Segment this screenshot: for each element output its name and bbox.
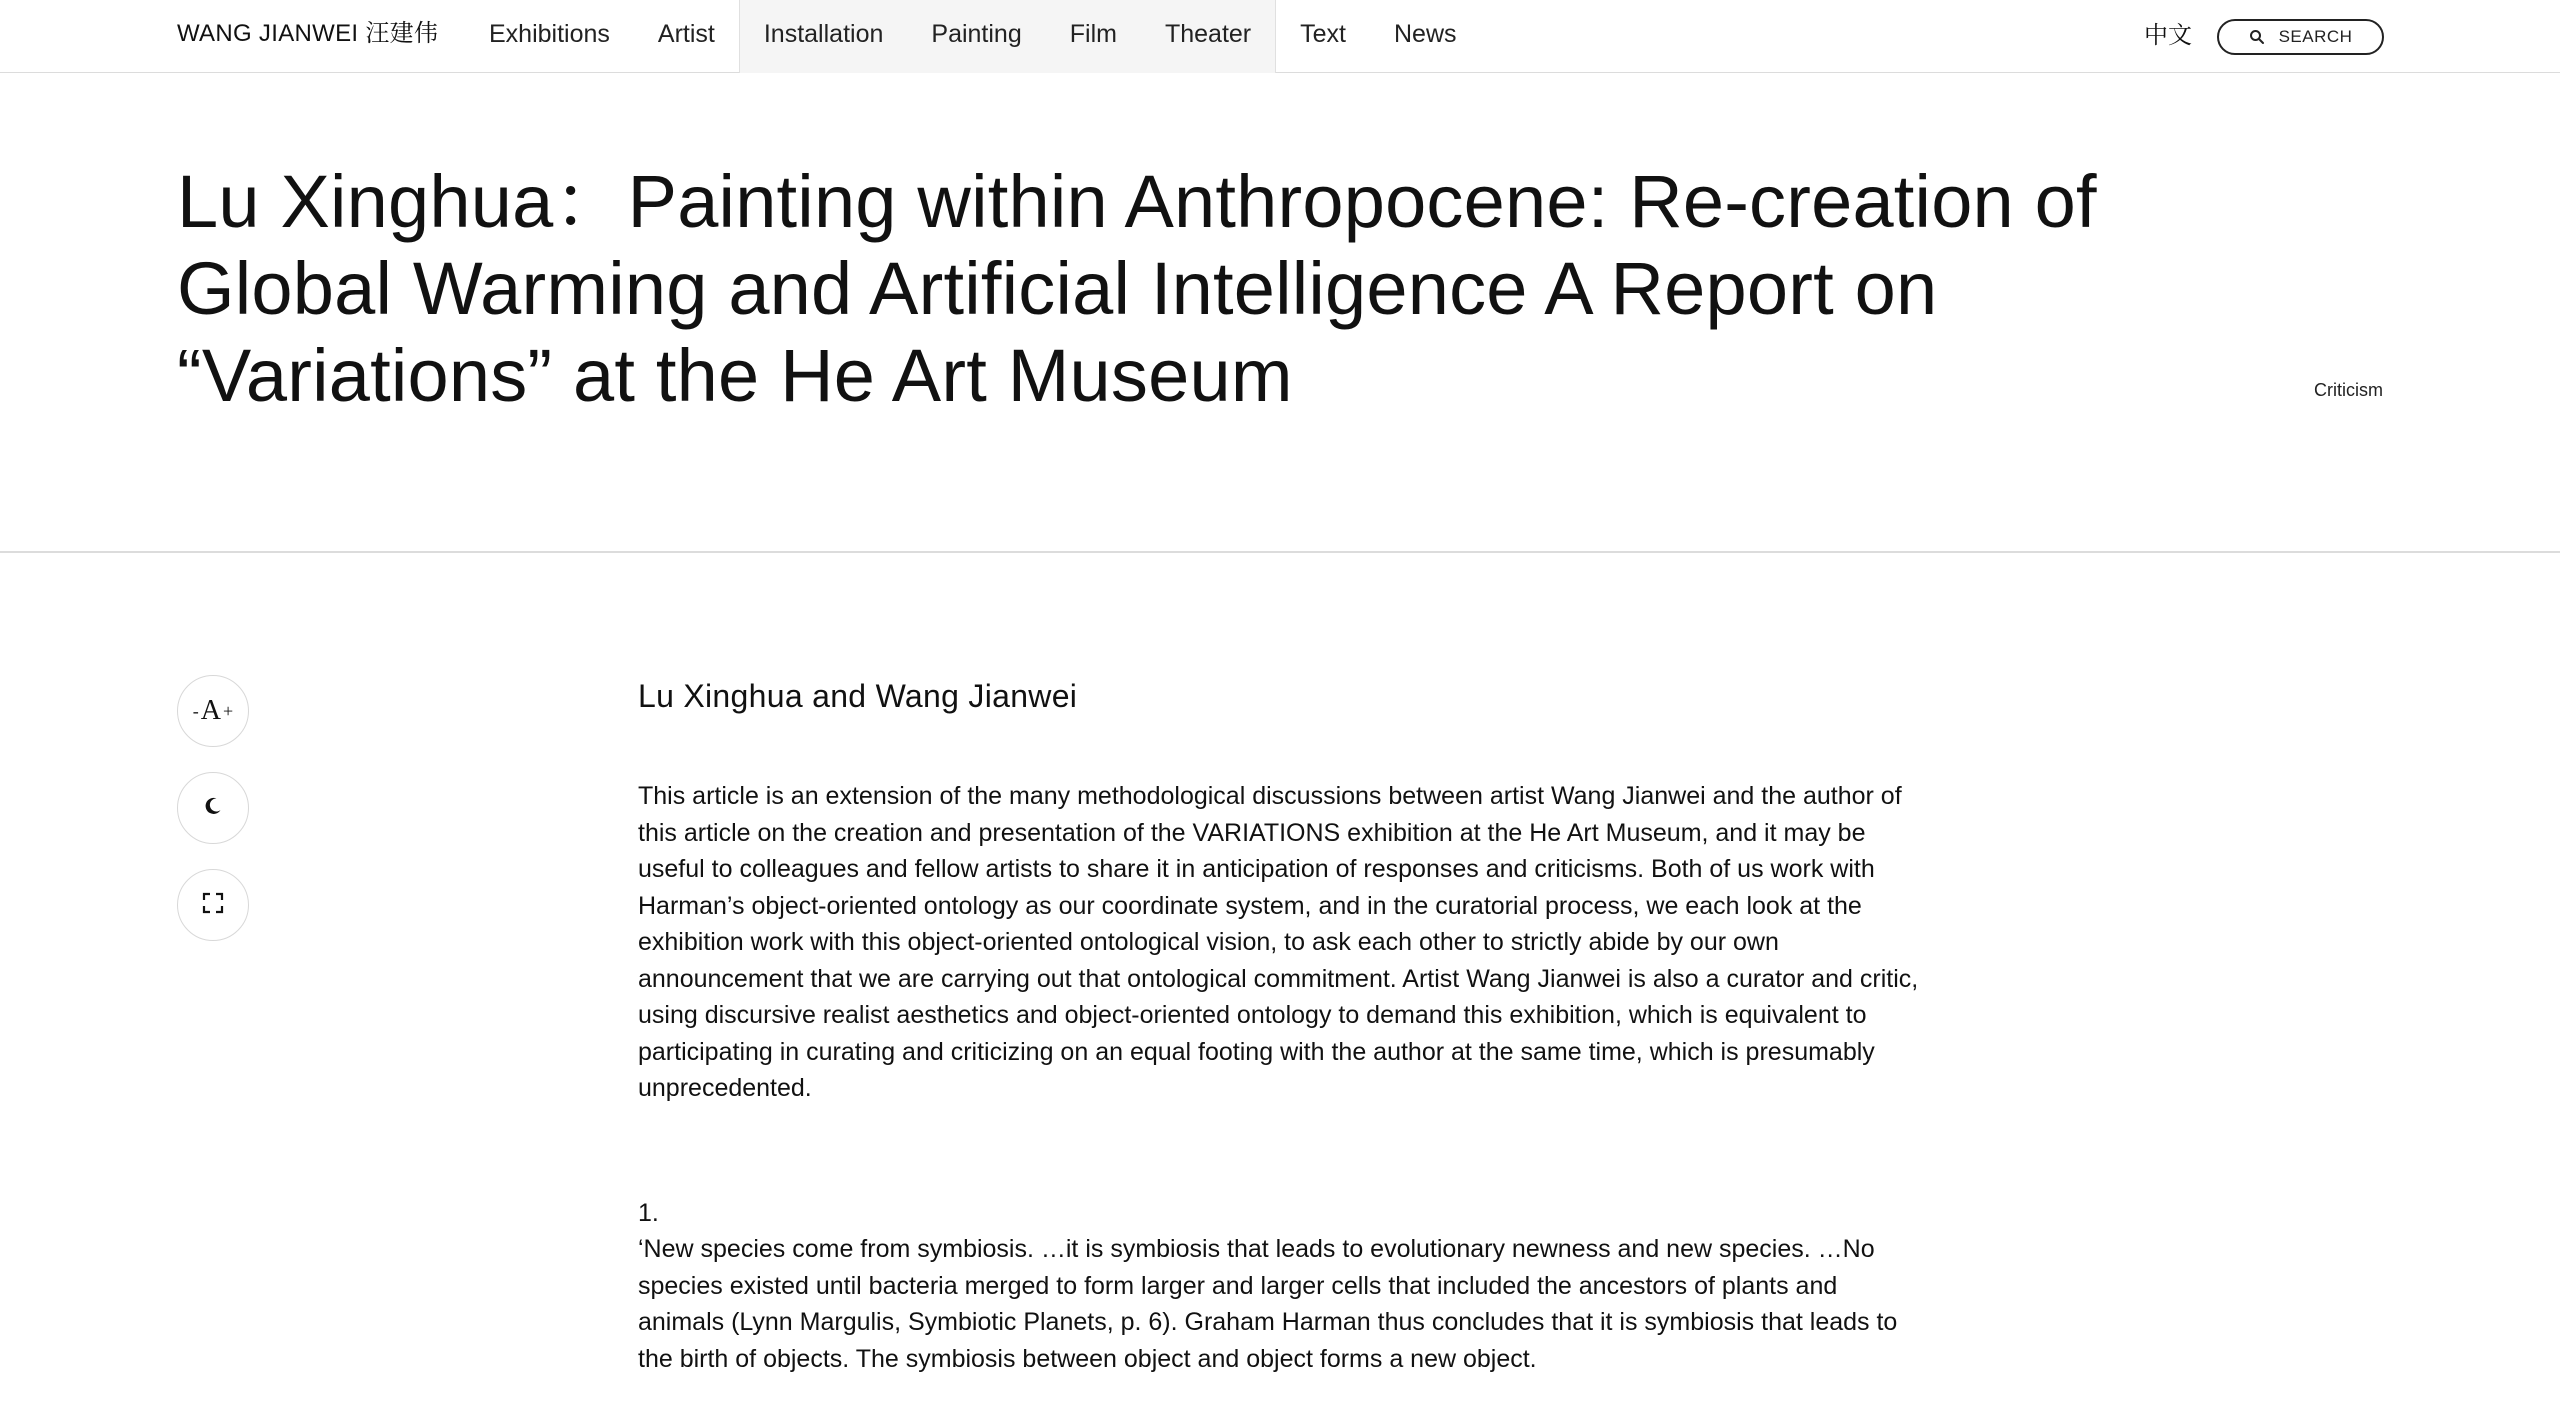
site-logo[interactable]: WANG JIANWEI 汪建伟 bbox=[177, 20, 439, 47]
font-decrease-glyph: - bbox=[192, 700, 199, 721]
article-paragraph: ‘New species come from symbiosis. …it is symbiosis that leads to evolutionary newness and new species. …No species existed until bacteria merged to form larger and larger cells that included the ancestors of plants and animals (Lynn Margulis, Symbiotic Planets, p. 6). Graham Harman thus concludes that it is symbiosis that leads to the birth of objects. The symbiosis between object and object forms a new object. bbox=[638, 1235, 1898, 1373]
language-switch[interactable]: 中文 bbox=[2144, 22, 2192, 49]
font-size-glyph: A bbox=[200, 695, 222, 726]
font-size-toggle-button[interactable] bbox=[177, 675, 249, 747]
nav-item-film[interactable]: Film bbox=[1069, 20, 1117, 48]
nav-item-text[interactable]: Text bbox=[1300, 20, 1346, 48]
nav-item-installation[interactable]: Installation bbox=[763, 20, 884, 48]
article-paragraph: This article is an extension of the many methodological discussions between artist Wang Jianwei and the author of this article on the creation and presentation of the VARIATIONS exhibition at the He Art Museum, and it may be useful to colleagues and fellow artists to share it in anticipation of responses and criticisms. Both of us work with Harman’s object-oriented ontology as our coordinate system, and in the curatorial process, we each look at the exhibition work with this object-oriented ontological vision, to ask each other to strictly abide by our own announcement that we are carrying out that ontological commitment. Artist Wang Jianwei is also a curator and critic, using discursive realist aesthetics and object-oriented ontology to demand this exhibition, which is equivalent to participating in curating and criticizing on an equal footing with the author at the same time, which is presumably unprecedented. bbox=[638, 782, 1919, 1102]
nav-item-painting[interactable]: Painting bbox=[931, 20, 1022, 48]
search-icon bbox=[2249, 29, 2265, 45]
nav-item-news[interactable]: News bbox=[1394, 20, 1457, 48]
fullscreen-button[interactable] bbox=[177, 869, 249, 941]
article-body bbox=[638, 670, 1938, 1377]
dark-mode-button[interactable] bbox=[177, 772, 249, 844]
search-label: SEARCH bbox=[2278, 27, 2353, 46]
nav-item-exhibitions[interactable]: Exhibitions bbox=[489, 20, 610, 48]
nav-item-theater[interactable]: Theater bbox=[1164, 20, 1252, 48]
page-title: Lu Xinghua：Painting within Anthropocene: Re-creation of Global Warming and Artificial Intelligence A Report on “Variations” at the He Art Museum bbox=[177, 160, 2097, 417]
nav-works-group bbox=[739, 0, 1276, 73]
main-nav bbox=[465, 0, 1481, 73]
section-number: 1. bbox=[638, 1198, 659, 1227]
nav-item-artist[interactable]: Artist bbox=[657, 20, 715, 48]
font-increase-glyph: + bbox=[223, 700, 234, 721]
moon-icon bbox=[202, 795, 224, 822]
site-header bbox=[0, 0, 2560, 73]
category-tag[interactable]: Criticism bbox=[2314, 380, 2383, 400]
article-authors: Lu Xinghua and Wang Jianwei bbox=[638, 678, 1078, 714]
search-button[interactable] bbox=[2217, 19, 2384, 55]
fullscreen-icon bbox=[202, 892, 224, 919]
